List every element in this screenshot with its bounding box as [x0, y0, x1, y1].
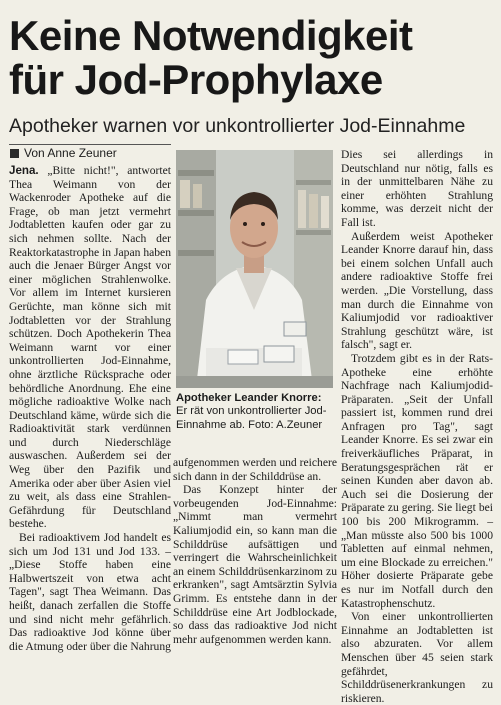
subheadline: Apotheker warnen vor unkontrollierter Jod-Einnahme	[9, 115, 466, 137]
byline	[10, 146, 117, 160]
paragraph-8: Von einer unkontrollierten Einnahme an Jodtabletten ist also abzuraten. Vor allem Menschen über 45 seien stark gefährdet, Schilddrüsenerkrankungen zu riskieren.	[341, 610, 493, 705]
headline	[9, 14, 493, 102]
photo-caption	[176, 392, 334, 432]
caption-name: Apotheker Leander Knorre:	[176, 392, 322, 404]
pharmacist-photo-illustration	[176, 150, 333, 388]
paragraph-4: Das Konzept hinter der vorbeugenden Jod-Einnahme: „Nimmt man vermehrt Kaliumjodid ein, so kann man die Schilddrüse aufsättigen und verringert die Wahrscheinlichkeit an einem Schilddrüsenkarzinom zu erkranken", sagt Amtsärztin Sylvia Grimm. Es entstehe dann in der Schilddrüse eine Art Jodblockade, so dass das radioaktive Jod nicht mehr aufgenommen werden kann.	[173, 483, 337, 646]
paragraph-1	[9, 164, 171, 531]
portrait-photo	[176, 150, 333, 388]
paragraph-3: aufgenommen werden und reichere sich dann in der Schilddrüse an.	[173, 456, 337, 483]
article-column-3	[341, 148, 493, 705]
paragraph-1-text: „Bitte nicht!", antwortet Thea Weimann von der Wackenroder Apotheke auf die Frage, ob man jetzt vermehrt Jodtabletten kaufen oder gar zu sich nehmen sollte. Nach der Reaktorkatastrophe in Japan haben auch die Jenaer Bürger Angst vor einer möglichen Strahlenwolke. Vor allem im Internet kursieren Gerüchte, man könne sich mit Jodtabletten vor der Strahlung schützen. Doch Apothekerin Thea Weimann warnt vor einer unkontrollierten Jod-Einnahme, ohne ärztliche Rücksprache oder behördliche Anordnung. Ehe eine mögliche radioaktive Wolke nach Deutschland käme, würde sich die Radioaktivität stark verdünnen und durch Niederschläge auswaschen. Außerdem sei der Weg über den Pazifik und Amerika oder aber über Asien viel zu weit, als dass eine Strahlen-Gefährdung für Deutschland bestehe.	[9, 164, 171, 531]
headline-line-1: Keine Notwendigkeit	[9, 12, 413, 59]
article-column-1	[9, 164, 171, 660]
paragraph-6: Außerdem weist Apotheker Leander Knorre darauf hin, dass bei einem solchen Unfall auch andere radioaktive Stoffe frei werden. „Die Vorstellung, dass man durch die Einnahme von Kaliumjodid vor radioaktiver Strahlung geschützt wäre, ist falsch", sagt er.	[341, 229, 493, 352]
byline-divider	[9, 144, 171, 145]
paragraph-5: Dies sei allerdings in Deutschland nur nötig, falls es in der unmittelbaren Nähe zu einer erhöhten Strahlung komme, was derzeit nicht der Fall ist.	[341, 148, 493, 229]
article-column-2	[173, 456, 337, 660]
caption-text: Er rät von unkontrollierter Jod-Einnahme ab. Foto: A.Zeuner	[176, 405, 327, 431]
dateline: Jena.	[9, 164, 39, 177]
paragraph-7: Trotzdem gibt es in der Rats-Apotheke eine erhöhte Nachfrage nach Kaliumjodid-Präparaten. „Seit der Unfall passiert ist, kommen rund drei Anfragen pro Tag", sagt Leander Knorre. Es sei zwar ein freiverkäufliches Präparat, in Beratungsgesprächen rät er seinen Kunden aber davon ab. Auch sei die Dosierung der Präparate zu gering. Sie liegt bei 100 bis 200 Mikrogramm. – „Man müsste also 500 bis 1000 Tabletten auf einmal nehmen, um eine Blockade zu erreichen." Höher dosierte Präparate gebe es nur im Notfall durch den Katastrophenschutz.	[341, 351, 493, 610]
square-bullet-icon	[10, 149, 19, 158]
headline-line-2: für Jod-Prophylaxe	[9, 56, 383, 103]
byline-text: Von Anne Zeuner	[24, 146, 117, 160]
paragraph-2: Bei radioaktivem Jod handelt es sich um Jod 131 und Jod 133. – „Diese Stoffe haben eine Halbwertszeit von etwa acht Tagen", sagt Thea Weimann. Das heißt, danach zerfallen die Stoffe und sind nicht mehr gefährlich. Das radioaktive Jod könne über die Atmung oder über die Nahrung	[9, 531, 171, 653]
